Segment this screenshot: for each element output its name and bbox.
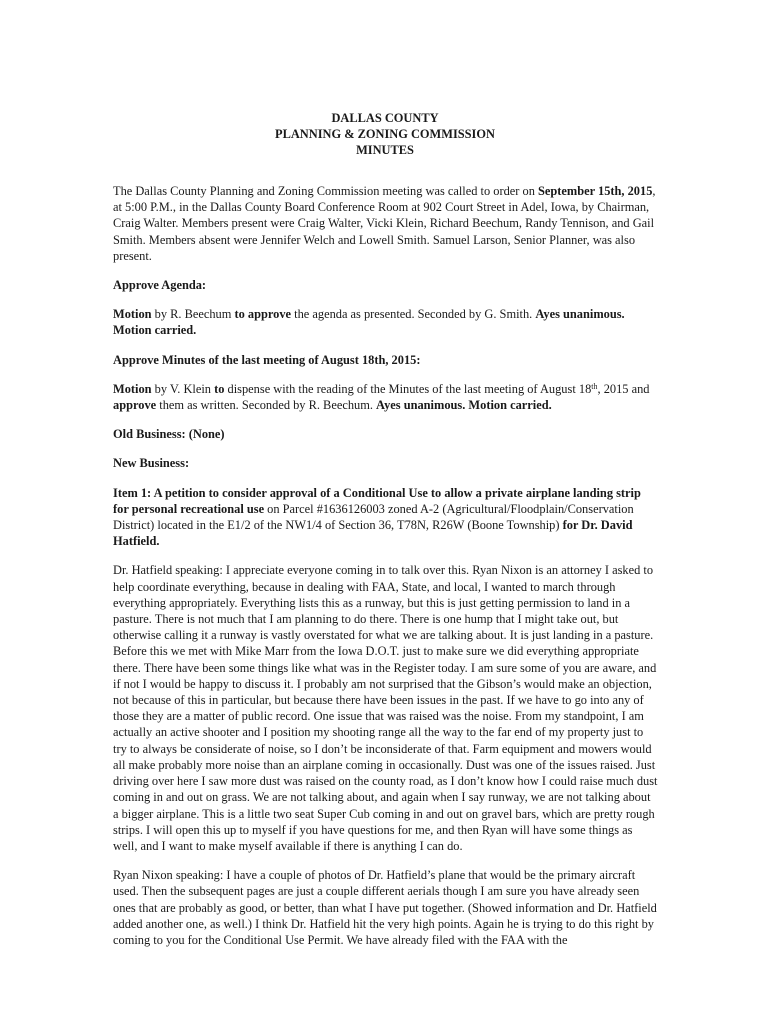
minutes-motion: Motion by V. Klein to dispense with the reading of the Minutes of the last meeting of August 18th, 2015 and approve them as written. Seconded by R. Beechum. Ayes unanimous. Motion carried. [113, 381, 650, 413]
old-business-heading: Old Business: (None) [113, 427, 225, 442]
new-business-heading: New Business: [113, 456, 190, 471]
item-1-description: Item 1: A petition to consider approval of a Conditional Use to allow a private airplane landing strip for personal recreational use on Parcel #1636126003 zoned A-2 (Agricultural/Floodplain/Conservation District) located in the E1/2 of the NW1/4 of Section 36, T78N, R26W (Boone Township) for Dr. David Hatfield. [113, 485, 641, 549]
meeting-date: September 15th, 2015 [538, 184, 653, 198]
minutes-result: Ayes unanimous. Motion carried. [376, 398, 552, 413]
commission-title: PLANNING & ZONING COMMISSION [275, 127, 495, 141]
county-title: DALLAS COUNTY [331, 111, 439, 125]
intro-paragraph: The Dallas County Planning and Zoning Commission meeting was called to order on September 15th, 2015, at 5:00 P.M., in the Dallas County Board Conference Room at 902 Court Street in Adel, Iowa, by Chairman, Craig Walter. Members present were Craig Walter, Vicki Klein, Richard Beechum, Randy Tennison, and Gail Smith. Members absent were Jennifer Welch and Lowell Smith. Samuel Larson, Senior Planner, was also present. [113, 184, 656, 263]
agenda-heading: Approve Agenda: [113, 278, 207, 293]
minutes-heading: Approve Minutes of the last meeting of August 18th, 2015: [113, 352, 421, 367]
document-body [113, 183, 658, 961]
document-heading [113, 110, 657, 158]
nixon-statement: Ryan Nixon speaking: I have a couple of photos of Dr. Hatfield’s plane that would be the primary aircraft used. Then the subsequent pages are just a couple different aerials though I am sure you have already seen ones that are probably as good, or better, than what I have put together. (Showed information and Dr. Hatfield added another one, as well.) I think Dr. Hatfield hit the very high points. Again he is trying to do this right by coming to you for the Conditional Use Permit. We have already filed with the FAA with the [113, 868, 657, 947]
agenda-motion: Motion by R. Beechum to approve the agenda as presented. Seconded by G. Smith. Ayes unanimous. Motion carried. [113, 307, 625, 338]
hatfield-statement: Dr. Hatfield speaking: I appreciate everyone coming in to talk over this. Ryan Nixon is an attorney I asked to help coordinate everything, because in dealing with FAA, State, and local, I wanted to march through everything appropriately. Everything lists this as a runway, but this is just getting permission to land in a pasture. There is not much that I am planning to do there. There is one hump that I might take out, but otherwise calling it a runway is vastly overstated for what we are talking about. It is just landing in a pasture. Before this we met with Mike Marr from the Iowa D.O.T. just to make sure we did everything appropriate there. There have been some things like what was in the Register today. I am sure some of you are aware, and if not I would be happy to discuss it. I probably am not surprised that the Gibson’s would make an objection, not because of this in particular, but because there have been issues in the past. If we have to go into any of those they are a matter of public record. One issue that was raised was the noise. From my standpoint, I am actually an active shooter and I position my shooting range all the way to the far end of my property just to try to always be considerate of noise, so I don’t be inconsiderate of that. Farm equipment and mowers would all make probably more noise than an airplane coming in occasionally. Dust was one of the issues raised. Just driving over here I saw more dust was raised on the county road, as I don’t know how I could raise much dust coming in and out on grass. We are not talking about, and again when I say runway, we are not talking about a bigger airplane. This is a little two seat Super Cub coming in and out on gravel bars, which are pretty rough strips. I will open this up to myself if you have questions for me, and then Ryan will have some things as well, and I want to make myself available if there is anything I can do. [113, 563, 658, 853]
minutes-title: MINUTES [356, 143, 414, 157]
agenda-result: Ayes unanimous. Motion carried. [113, 307, 625, 338]
